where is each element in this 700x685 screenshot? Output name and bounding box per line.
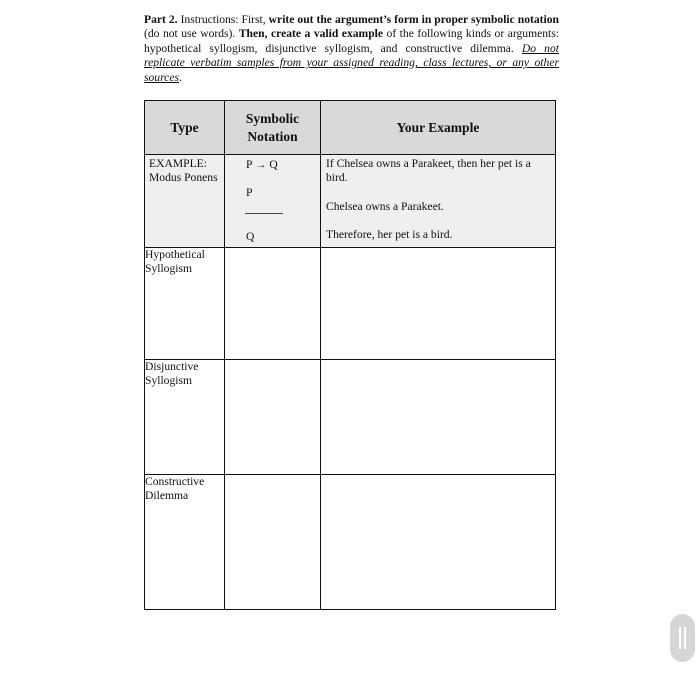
conclusion-rule [245,213,283,214]
table-header-row [145,101,556,155]
type-cell-disjunctive-syllogism: Disjunctive Syllogism [145,359,225,475]
example-premise-2: Chelsea owns a Parakeet. [326,200,444,213]
premise-1-symbol: P → Q [246,158,278,171]
type-cell-constructive-dilemma: Constructive Dilemma [145,475,225,610]
instructions-text-2: (do not use words). [144,27,239,41]
grip-line-left [679,627,681,649]
type-cell-hypothetical-syllogism: Hypothetical Syllogism [145,248,225,359]
table-row-disjunctive-syllogism [145,359,556,475]
instructions-warning: Do not replicate verbatim samples from your assigned reading, class lectures, or any other sources [144,41,559,84]
table-row-hypothetical-syllogism [145,248,556,359]
symbolic-input-hypothetical-syllogism[interactable] [225,248,321,359]
example-input-disjunctive-syllogism[interactable] [321,359,556,475]
example-row [145,155,556,248]
example-premise-1: If Chelsea owns a Parakeet, then her pet is a bird. [326,157,531,184]
instructions-text-1: Instructions: First, [177,13,269,26]
instructions-text-3: of the following kinds or arguments: hypothetical syllogism, disjunctive syllogism, and constructive dilemma. [144,27,560,55]
example-type-cell: EXAMPLE: Modus Ponens [145,155,225,248]
symbolic-input-disjunctive-syllogism[interactable] [225,359,321,475]
example-symbolic-cell [225,155,321,248]
symbolic-input-constructive-dilemma[interactable] [225,475,321,610]
example-input-constructive-dilemma[interactable] [321,475,556,610]
example-input-hypothetical-syllogism[interactable] [321,248,556,359]
header-your-example: Your Example [321,101,556,155]
instructions-bold-1: write out the argument’s form in proper symbolic notation [268,13,559,26]
part-label: Part 2. [144,13,178,26]
grip-line-right [684,627,686,649]
header-symbolic-notation: Symbolic Notation [225,101,321,155]
conclusion-symbol: Q [246,230,255,243]
premise-2-symbol: P [246,186,253,199]
scroll-handle-icon[interactable] [670,614,695,662]
argument-table [144,100,556,610]
instructions-text-4: . [179,70,182,84]
example-conclusion: Therefore, her pet is a bird. [326,228,453,241]
instructions-bold-2: Then, create a valid example [238,27,384,41]
table-row-constructive-dilemma [145,475,556,610]
example-text-cell [321,155,556,248]
header-type: Type [145,101,225,155]
instructions-paragraph [144,13,559,85]
